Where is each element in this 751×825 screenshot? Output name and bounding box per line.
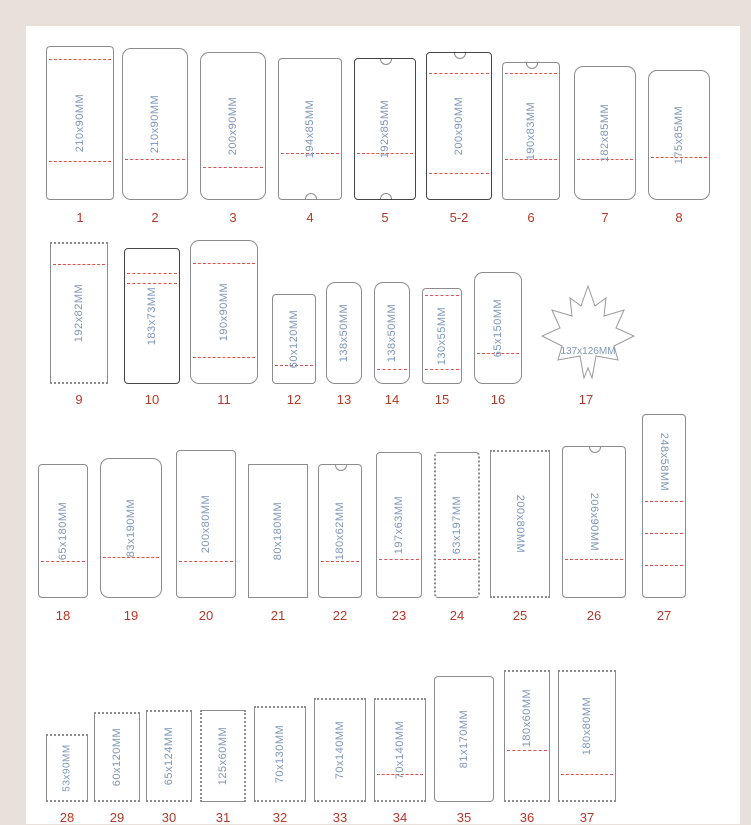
ticket-26 [562, 446, 626, 598]
ticket-30-size: 65x124MM [163, 726, 175, 786]
ticket-2-size: 210x90MM [149, 94, 161, 154]
ticket-35-number: 35 [456, 810, 472, 825]
ticket-6 [502, 62, 560, 200]
ticket-23-size: 197x63MM [393, 495, 405, 555]
ticket-26-number: 26 [586, 608, 602, 623]
ticket-18-number: 18 [55, 608, 71, 623]
ticket-37-number: 37 [579, 810, 595, 825]
ticket-19-size: 83x190MM [125, 498, 137, 558]
ticket-6-size: 190x83MM [525, 101, 537, 161]
ticket-2 [122, 48, 188, 200]
ticket-32-number: 32 [272, 810, 288, 825]
ticket-9 [50, 242, 108, 384]
ticket-24 [434, 452, 480, 598]
ticket-27 [642, 414, 686, 598]
ticket-22 [318, 464, 362, 598]
ticket-19-number: 19 [123, 608, 139, 623]
ticket-19 [100, 458, 162, 598]
ticket-9-number: 9 [75, 392, 83, 407]
ticket-26-size: 206x90MM [588, 492, 600, 552]
maple-leaf-shape [538, 284, 638, 380]
ticket-4-size: 194x85MM [304, 99, 316, 159]
ticket-17-number: 17 [578, 392, 594, 407]
ticket-16-size: 65x150MM [492, 298, 504, 358]
ticket-7 [574, 66, 636, 200]
ticket-29 [94, 712, 140, 802]
ticket-23-number: 23 [391, 608, 407, 623]
ticket-15-number: 15 [434, 392, 450, 407]
ticket-12-size: 60x120MM [288, 309, 300, 369]
ticket-33-number: 33 [332, 810, 348, 825]
ticket-5 [354, 58, 416, 200]
ticket-30-number: 30 [161, 810, 177, 825]
ticket-9-size: 192x82MM [73, 283, 85, 343]
ticket-22-number: 22 [332, 608, 348, 623]
ticket-25 [490, 450, 550, 598]
ticket-13 [326, 282, 362, 384]
ticket-5-number: 5 [381, 210, 389, 225]
ticket-17-size: 137x126MM [560, 346, 616, 357]
ticket-5-2 [426, 52, 492, 200]
ticket-23 [376, 452, 422, 598]
ticket-37 [558, 670, 616, 802]
ticket-15-size: 130x55MM [436, 306, 448, 366]
ticket-10-size: 183x73MM [146, 286, 158, 346]
ticket-21-number: 21 [270, 608, 286, 623]
ticket-7-size: 182x85MM [599, 103, 611, 163]
ticket-24-size: 63x197MM [451, 495, 463, 555]
ticket-10 [124, 248, 180, 384]
ticket-1 [46, 46, 114, 200]
ticket-27-number: 27 [656, 608, 672, 623]
ticket-33-size: 70x140MM [334, 720, 346, 780]
ticket-35 [434, 676, 494, 802]
ticket-24-number: 24 [449, 608, 465, 623]
ticket-29-size: 60x120MM [111, 727, 123, 787]
ticket-5-2-size: 200x90MM [453, 96, 465, 156]
ticket-16-number: 16 [490, 392, 506, 407]
ticket-20-size: 200x80MM [200, 494, 212, 554]
ticket-25-size: 200x80MM [514, 494, 526, 554]
ticket-11-size: 190x90MM [218, 282, 230, 342]
ticket-3-size: 200x90MM [227, 96, 239, 156]
ticket-20 [176, 450, 236, 598]
ticket-20-number: 20 [198, 608, 214, 623]
ticket-8-number: 8 [675, 210, 683, 225]
ticket-34-number: 34 [392, 810, 408, 825]
ticket-11 [190, 240, 258, 384]
ticket-5-size: 192x85MM [379, 99, 391, 159]
ticket-27-size: 248x58MM [658, 433, 670, 492]
ticket-28 [46, 734, 88, 802]
ticket-12-number: 12 [286, 392, 302, 407]
ticket-7-number: 7 [601, 210, 609, 225]
ticket-34-size: 70x140MM [394, 720, 406, 780]
ticket-28-size: 53x90MM [61, 744, 73, 792]
ticket-4 [278, 58, 342, 200]
ticket-14 [374, 282, 410, 384]
ticket-3-number: 3 [229, 210, 237, 225]
ticket-18 [38, 464, 88, 598]
ticket-8-size: 175x85MM [673, 105, 685, 165]
ticket-32 [254, 706, 306, 802]
ticket-30 [146, 710, 192, 802]
ticket-12 [272, 294, 316, 384]
ticket-31 [200, 710, 246, 802]
ticket-6-number: 6 [527, 210, 535, 225]
ticket-16 [474, 272, 522, 384]
ticket-14-size: 138x50MM [386, 303, 398, 363]
ticket-8 [648, 70, 710, 200]
ticket-1-size: 210x90MM [74, 93, 86, 153]
ticket-34 [374, 698, 426, 802]
ticket-3 [200, 52, 266, 200]
ticket-14-number: 14 [384, 392, 400, 407]
ticket-size-sheet [26, 26, 740, 824]
ticket-10-number: 10 [144, 392, 160, 407]
ticket-36-size: 180x60MM [521, 688, 533, 748]
ticket-22-size: 180x62MM [334, 501, 346, 561]
ticket-37-size: 180x80MM [581, 696, 593, 755]
ticket-25-number: 25 [512, 608, 528, 623]
ticket-21 [248, 464, 308, 598]
ticket-21-size: 80x180MM [272, 501, 284, 561]
ticket-4-number: 4 [306, 210, 314, 225]
ticket-36-number: 36 [519, 810, 535, 825]
ticket-29-number: 29 [109, 810, 125, 825]
ticket-5-2-number: 5-2 [449, 210, 469, 225]
ticket-36 [504, 670, 550, 802]
ticket-11-number: 11 [217, 392, 231, 407]
ticket-18-size: 65x180MM [57, 501, 69, 561]
ticket-35-size: 81x170MM [458, 709, 470, 769]
ticket-28-number: 28 [59, 810, 75, 825]
ticket-31-number: 31 [215, 810, 231, 825]
ticket-31-size: 125x60MM [217, 726, 229, 786]
ticket-1-number: 1 [76, 210, 84, 225]
ticket-13-size: 138x50MM [338, 303, 350, 363]
ticket-2-number: 2 [151, 210, 159, 225]
ticket-32-size: 70x130MM [274, 724, 286, 784]
ticket-33 [314, 698, 366, 802]
ticket-13-number: 13 [336, 392, 352, 407]
ticket-15 [422, 288, 462, 384]
